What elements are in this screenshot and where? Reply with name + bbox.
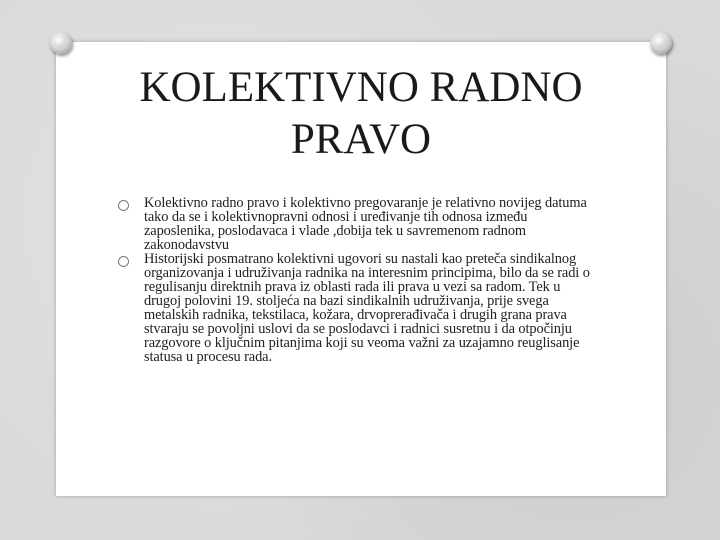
bullet-text: Historijski posmatrano kolektivni ugovori su nastali kao preteča sindikalnog organizovanja i udruživanja radnika na interesnim principima, bilo da se radi o regulisanju direktnih prava iz oblasti rada ili prava u vezi sa radom. Tek u drugoj polovini 19. stoljeća na bazi sindikalnih udruživanja, prije svega metalskih radnika, tekstilaca, kožara, drvoprerađivača i drugih grana prava stvaraju se povoljni uslovi da se poslodavci i radnici susretnu i da otpočinju razgovore o ključnim pitanjima koji su veoma važni za uzajamno reuglisanje statusa u procesu rada. (144, 251, 590, 365)
bullet-item (118, 196, 596, 252)
slide-title-line-2: PRAVO (290, 116, 432, 163)
bullet-item (118, 252, 596, 364)
bullet-text: Kolektivno radno pravo i kolektivno pregovaranje je relativno novijeg datuma tako da se i kolektivnopravni odnosi i uređivanje tih odnosa između zaposlenika, poslodavaca i vlade ,dobija tek u savremenom radnom zakonodavstvu (144, 195, 587, 253)
pushpin-icon (50, 32, 72, 54)
bullet-list (118, 196, 596, 364)
hollow-circle-icon (118, 200, 129, 211)
pushpin-icon (650, 32, 672, 54)
slide-title (56, 62, 666, 166)
hollow-circle-icon (118, 256, 129, 267)
slide-title-line-1: KOLEKTIVNO RADNO (139, 64, 583, 111)
